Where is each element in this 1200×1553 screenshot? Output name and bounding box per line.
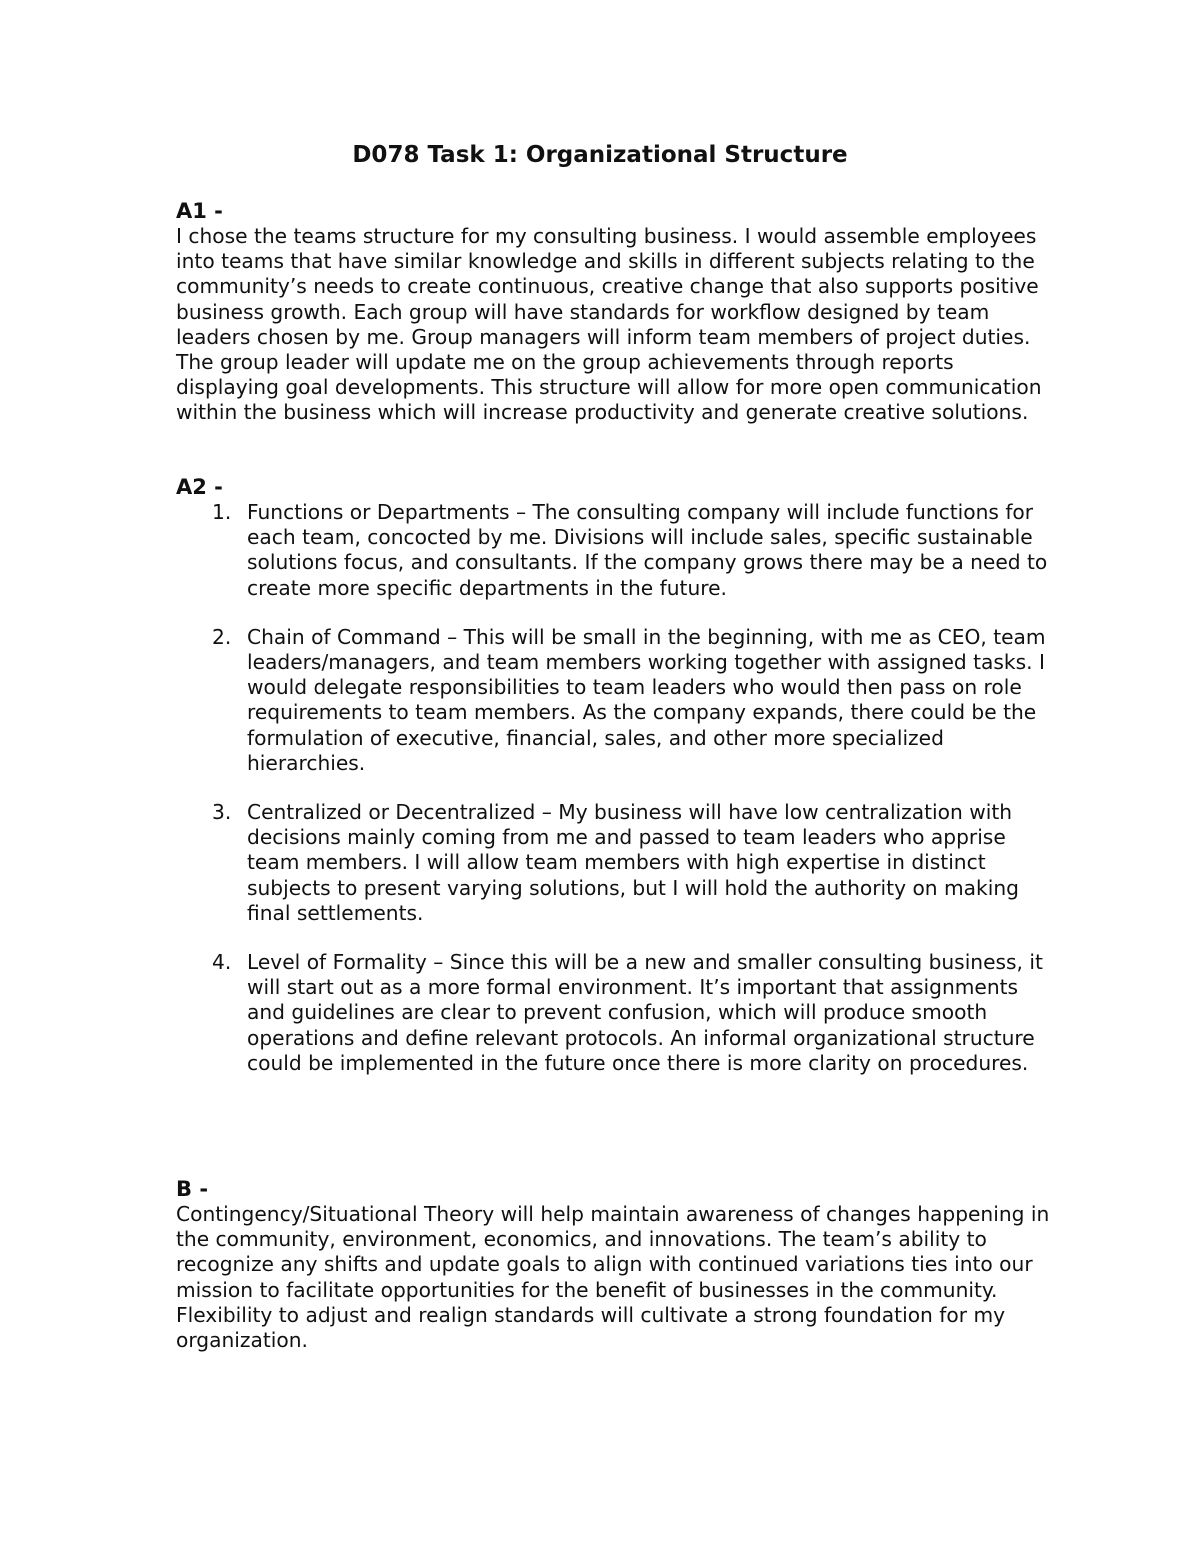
list-item: [176, 625, 1062, 776]
section-a2-list: [176, 500, 1076, 1076]
list-item-text: Centralized or Decentralized – My business will have low centralization with decisions mainly coming from me and passed to team leaders who apprise team members. I will allow team members with high expertise in distinct subjects to present varying solutions, but I will hold the authority on making final settlements.: [247, 800, 1019, 925]
list-item-number: 3.: [212, 800, 232, 825]
section-a2: [176, 474, 1076, 1100]
section-b: [176, 1176, 1076, 1353]
list-item: [176, 500, 1062, 601]
section-b-heading: B -: [176, 1177, 209, 1201]
section-a1-heading: A1 -: [176, 199, 223, 223]
list-item-text: Chain of Command – This will be small in the beginning, with me as CEO, team leaders/managers, and team members working together with assigned tasks. I would delegate responsibilities to team leaders who would then pass on role requirements to team members. As the company expands, there could be the formulation of executive, financial, sales, and other more specialized hierarchies.: [247, 624, 1046, 775]
document-title: D078 Task 1: Organizational Structure: [352, 142, 848, 168]
list-item-number: 2.: [212, 624, 232, 649]
list-item: [176, 800, 1062, 926]
list-item-text: Level of Formality – Since this will be a new and smaller consulting business, it will start out as a more formal environment. It’s important that assignments and guidelines are clear to prevent confusion, which will produce smooth operations and define relevant protocols. An informal organizational structure could be implemented in the future once there is more clarity on procedures.: [247, 950, 1043, 1075]
list-item-number: 1.: [212, 500, 232, 524]
section-a1: [176, 198, 1076, 426]
section-b-body: Contingency/Situational Theory will help maintain awareness of changes happening in the community, environment, economics, and innovations. The team’s ability to recognize any shifts and update goals to align with continued variations ties into our mission to facilitate opportunities for the benefit of businesses in the community. Flexibility to adjust and realign standards will cultivate a strong foundation for my organization.: [176, 1202, 1050, 1353]
section-a1-body: I chose the teams structure for my consulting business. I would assemble employees into teams that have similar knowledge and skills in different subjects relating to the community’s needs to create continuous, creative change that also supports positive business growth. Each group will have standards for workflow designed by team leaders chosen by me. Group managers will inform team members of project duties. The group leader will update me on the group achievements through reports displaying goal developments. This structure will allow for more open communication within the business which will increase productivity and generate creative solutions.: [176, 224, 1042, 425]
section-a2-heading: A2 -: [176, 475, 223, 499]
list-item-number: 4.: [212, 950, 232, 975]
list-item-text: Functions or Departments – The consulting company will include functions for each team, concocted by me. Divisions will include sales, specific sustainable solutions focus, and consultants. If the company grows there may be a need to create more specific departments in the future.: [247, 500, 1048, 600]
list-item: [176, 950, 1062, 1076]
